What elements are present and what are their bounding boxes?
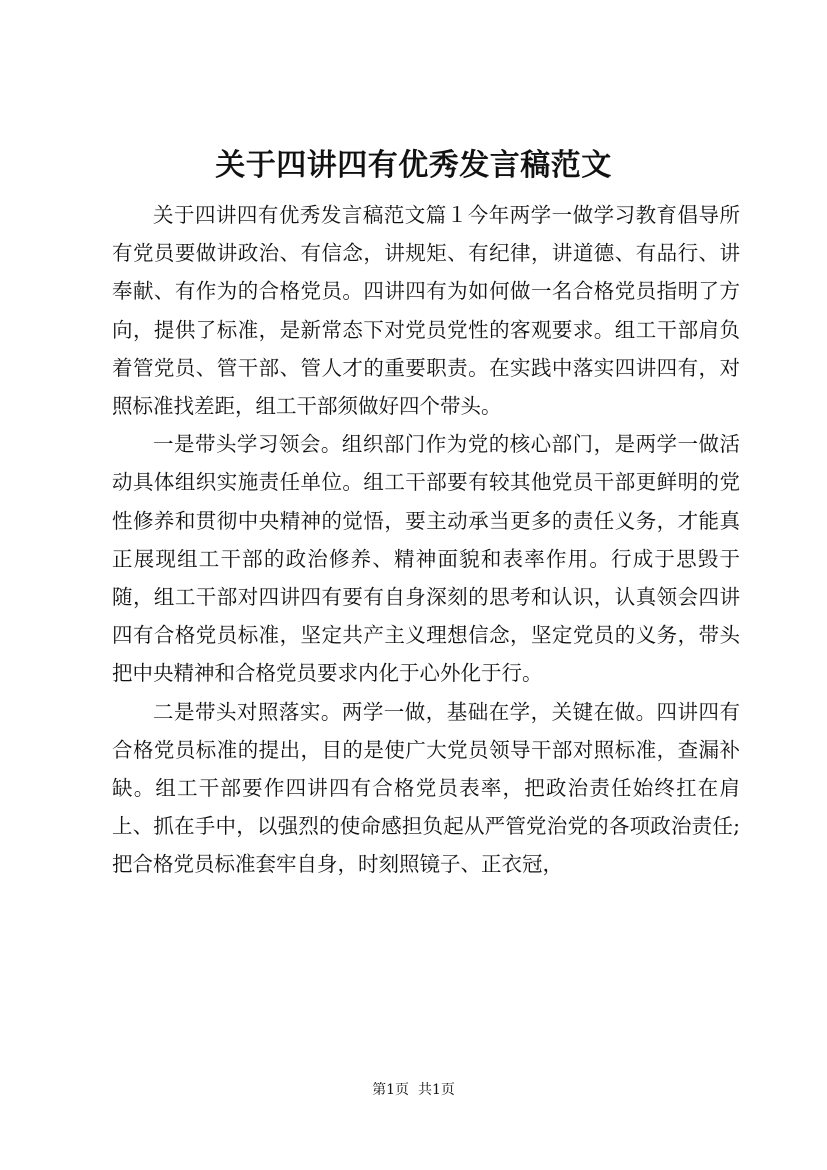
page-unit: 页 xyxy=(395,1082,410,1098)
paragraph-intro: 关于四讲四有优秀发言稿范文篇１今年两学一做学习教育倡导所有党员要做讲政治、有信念，讲规矩、有纪律，讲道德、有品行、讲奉献、有作为的合格党员。四讲四有为如何做一名合格党员指明了方向，提供了标准，是新常态下对党员党性的客观要求。组工干部肩负着管党员、管干部、管人才的重要职责。在实践中落实四讲四有，对照标准找差距，组工干部须做好四个带头。 xyxy=(112,203,740,419)
page-label: 第 xyxy=(372,1082,387,1098)
page-footer xyxy=(0,1080,827,1100)
total-unit: 页 xyxy=(440,1082,455,1098)
document-title: 关于四讲四有优秀发言稿范文 xyxy=(215,148,612,183)
paragraph-point-one: 一是带头学习领会。组织部门作为党的核心部门，是两学一做活动具体组织实施责任单位。组工干部要有较其他党员干部更鲜明的党性修养和贯彻中央精神的觉悟，要主动承当更多的责任义务，才能真正展现组工干部的政治修养、精神面貌和表率作用。行成于思毁于随，组工干部对四讲四有要有自身深刻的思考和认识，认真领会四讲四有合格党员标准，坚定共产主义理想信念，坚定党员的义务，带头把中央精神和合格党员要求内化于心外化于行。 xyxy=(112,432,740,686)
document-body xyxy=(112,196,740,884)
total-label: 共 xyxy=(417,1082,432,1098)
paragraph-point-two: 二是带头对照落实。两学一做，基础在学，关键在做。四讲四有合格党员标准的提出，目的是使广大党员领导干部对照标准，查漏补缺。组工干部要作四讲四有合格党员表率，把政治责任始终扛在肩上、抓在手中，以强烈的使命感担负起从严管党治党的各项政治责任;把合格党员标准套牢自身，时刻照镜子、正衣冠， xyxy=(112,699,740,877)
page-number: 1 xyxy=(386,1082,396,1098)
total-pages: 1 xyxy=(431,1082,441,1098)
